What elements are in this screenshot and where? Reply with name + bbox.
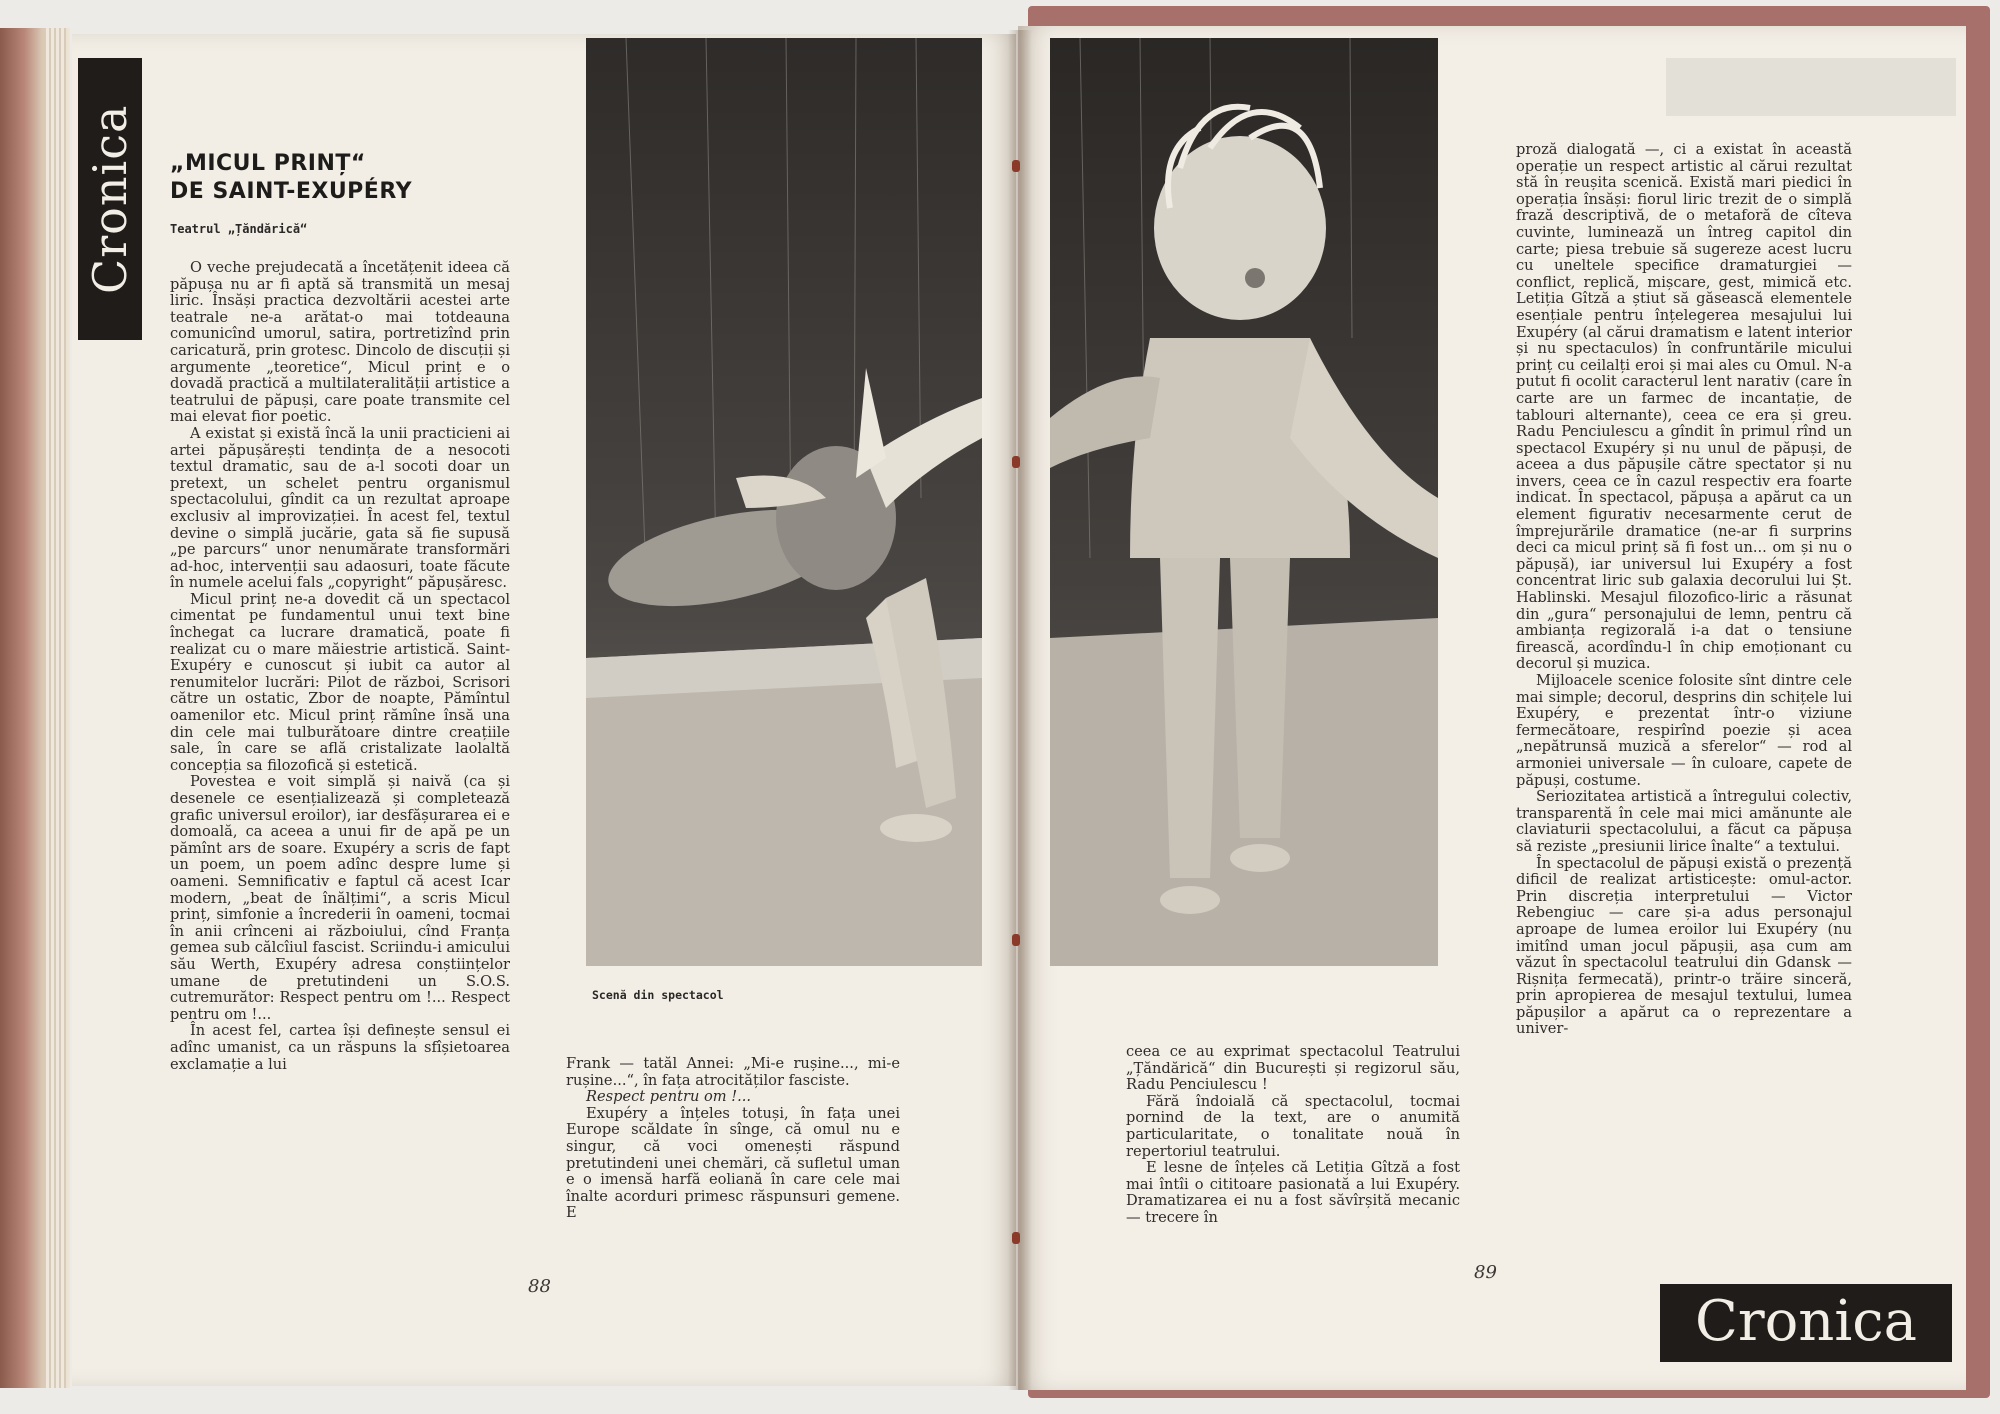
show-through-tab <box>1666 58 1956 116</box>
photo-caption: Scenă din spectacol <box>592 988 724 1002</box>
paragraph: În acest fel, cartea își definește sensul ei adînc umanist, ca un răspuns la sfîșietoarea exclamație a lui <box>170 1022 510 1073</box>
article-title <box>170 150 570 206</box>
paragraph: Povestea e voit simplă și naivă (ca și desenele ce esențializează și completează grafic universul eroilor), iar desfășurarea ei e domoală, ca aceea a unui fir de apă pe un pămînt ars de soare. Exupéry a scris de fapt un poem, un poem adînc despre lume și oameni. Semnificativ e faptul că acest Icar modern, „beat de înălțimi“, a scris Micul prinț, simfonie a încrederii în oameni, tocmai în anii crînceni ai războiului, cînd Franța gemea sub călcîiul fascist. Scriindu-i amicului său Werth, Exupéry adresa conștiințelor umane de pretutindeni un S.O.S. cutremurător: Respect pentru om !... Respect pentru om !... <box>170 773 510 1023</box>
page-number-right: 89 <box>1474 1262 1497 1283</box>
puppet-scene-left <box>586 38 982 966</box>
paragraph: Micul prinț ne-a dovedit că un spectacol cimentat pe fundamentul unui text bine închegat ca lucrare dramatică, poate fi realizat cu o mare măiestrie artistică. Saint-Exupéry e cunoscut și iubit ca autor al renumitelor lucrări: Pilot de război, Scrisori către un ostatic, Zbor de noapte, Pămîntul oamenilor etc. Micul prinț rămîne însă una din cele mai tulburătoare dintre creațiile sale, în care se află cristalizate laolaltă concepția sa filozofică și estetică. <box>170 590 510 774</box>
paragraph: În spectacolul de păpuși există o prezență dificil de realizat artisticește: omul-actor. Prin discreția interpretului — Victor Rebengiuc — care și-a adus personajul aproape de lumea eroilor lui Exupéry (nu imitînd uman jocul păpușii, așa cum am văzut în spectacolul teatrului din Gdansk — Rișnița fermecată), printr-o trăire sinceră, prin apropierea de mesajul textului, lumea păpușilor a apărut ca o reprezentare a univer- <box>1516 854 1852 1038</box>
text-column-3 <box>1126 1044 1460 1227</box>
paragraph: Frank — tatăl Annei: „Mi-e rușine..., mi-e rușine...“, în fața atrocităților fasciste. <box>566 1055 900 1089</box>
puppet-photo-right <box>1050 38 1438 966</box>
section-tab-cronica-right <box>1660 1284 1952 1362</box>
text-column-2 <box>566 1056 900 1222</box>
paragraph: O veche prejudecată a încetățenit ideea că păpușa nu ar fi aptă să transmită un mesaj liric. Însăși practica dezvoltării acestei arte teatrale ne-a arătat-o mai totdeauna comunicînd umorul, satira, portretizînd prin caricatură, prin grotesc. Dincolo de discuții și argumente „teoretice“, Micul prinț e o dovadă practică a multilateralității artistice a teatrului de păpuși, care poate transmite cel mai elevat fior poetic. <box>170 259 510 426</box>
binding-stitch <box>1012 456 1020 468</box>
section-label: Cronica <box>83 104 137 294</box>
page-number-left: 88 <box>528 1276 551 1297</box>
binding-stitch <box>1012 1232 1020 1244</box>
paragraph: Seriozitatea artistică a întregului colectiv, transparentă în cele mai mici amănunte ale claviaturii spectacolului, a făcut ca păpușa să reziste „presiunii lirice înalte“ a textului. <box>1516 788 1852 855</box>
text-column-1 <box>170 260 510 1073</box>
paragraph: proză dialogată —, ci a existat în această operație un respect artistic al cărui rezultat stă în reușita scenică. Există mari piedici în operația însăși: fiorul liric trezit de o simplă frază descriptivă, de o metaforă de cîteva cuvinte, luminează un întreg capitol din carte; piesa trebuie să sugereze acest lucru cu uneltele specifice dramaturgiei — conflict, replică, mișcare, gest, mimică etc. Letiția Gîtză a știut să găsească elementele esențiale pentru înțelegerea mesajului lui Exupéry (al cărui dramatism e latent interior și nu spectaculos) în confruntările micului prinț cu ceilalți eroi și mai ales cu Omul. N-a putut fi ocolit caracterul lent narativ (care în carte are un farmec de incantație, de tablouri alternante), ceea ce era și greu. Radu Penciulescu a gîndit în primul rînd un spectacol Exupéry și nu unul de păpuși, de aceea a dus păpușile către spectator și nu invers, ceea ce în cazul respectiv era foarte indicat. În spectacol, păpușa a apărut ca un element figurativ necesarmente cerut de împrejurările dramatice (ne-ar fi surprins deci ca micul prinț să fi fost un... om și nu o păpușă), iar universul lui Exupéry a fost concentrat liric sub galaxia decorului lui Șt. Hablinski. Mesajul filozofico-liric a răsunat din „gura“ personajului de lemn, pentru că ambianța regizorală i-a dat o tensiune firească, acordîndu-l în chip emoționant cu decorul și muzica. <box>1516 141 1852 673</box>
puppet-photo-left <box>586 38 982 966</box>
section-label: Cronica <box>1694 1289 1918 1354</box>
binding-stitch <box>1012 160 1020 172</box>
page-edges <box>46 28 66 1388</box>
title-line-2: DE SAINT-EXUPÉRY <box>170 179 412 204</box>
paragraph: E lesne de înțeles că Letiția Gîtză a fost mai întîi o cititoare pasionată a lui Exupéry. Dramatizarea ei nu a fost săvîrșită mecanic — trecere în <box>1126 1159 1460 1226</box>
binding-stitch <box>1012 934 1020 946</box>
paragraph: Fără îndoială că spectacolul, tocmai pornind de la text, are o anumită particularitate, o tonalitate nouă în repertoriul teatrului. <box>1126 1092 1460 1160</box>
book-gutter <box>1008 30 1032 1390</box>
puppet-scene-right <box>1050 38 1438 966</box>
paragraph: A existat și există încă la unii practicieni ai artei păpușărești tendința de a nesocoti textul dramatic, sau de a-l socoti doar un pretext, un schelet pentru organismul spectacolului, gîndit ca un rezultat aproape exclusiv al improvizației. În acest fel, textul devine o simplă jucărie, gata să fie supusă „pe parcurs“ unor nenumărate transformări ad-hoc, intervenții sau adaosuri, toate făcute în numele acelui fals „copyright“ păpușăresc. <box>170 424 510 592</box>
book-cover-left <box>0 28 70 1388</box>
title-line-1: „MICUL PRINȚ“ <box>170 151 366 176</box>
paragraph: Mijloacele scenice folosite sînt dintre cele mai simple; decorul, desprins din schițele lui Exupéry, e prezentat într-o viziune fermecătoare, respirînd poezie și acea „nepătrunsă muzică a sferelor“ — rod al armoniei universale — în culoare, capete de păpuși, costume. <box>1516 672 1852 789</box>
paragraph: Exupéry a înțeles totuși, în fața unei Europe scăldate în sînge, că omul nu e singur, că voci omenești răspund pretutindeni unei chemări, că sufletul uman e o imensă harfă eoliană în care cele mai înalte acorduri primesc răspunsuri gemene. E <box>566 1104 900 1222</box>
article-subtitle: Teatrul „Țăndărică“ <box>170 222 308 236</box>
text-column-4 <box>1516 142 1852 1038</box>
section-tab-cronica-left <box>78 58 142 340</box>
paragraph: ceea ce au exprimat spectacolul Teatrului „Țăndărică“ din București și regizorul său, Radu Penciulescu ! <box>1126 1043 1460 1094</box>
paragraph: Respect pentru om !... <box>586 1088 752 1106</box>
